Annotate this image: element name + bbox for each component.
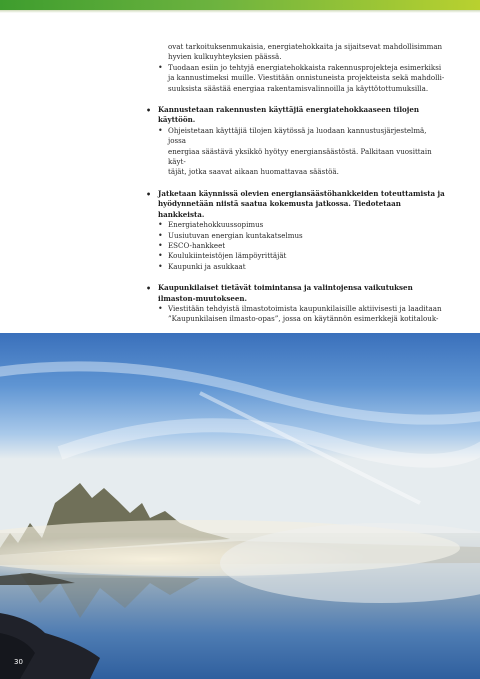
bullet-dot-icon: •: [158, 303, 163, 313]
sub-bullet-item: [146, 262, 446, 272]
bullet-dot-icon: •: [158, 261, 163, 271]
main-bullet-heading: • Kannustetaan rakennusten käyttäjiä energiatehokkaaseen tilojen käyttöön.: [146, 105, 420, 125]
page-number: 30: [14, 658, 23, 666]
document-body: [146, 42, 446, 325]
sub-bullet-item: [146, 220, 446, 230]
body-line: ja kannustimeksi muille. Viestitään onnistuneista projekteista sekä mahdolli-: [168, 73, 445, 83]
body-line: energiaa säästävä yksikkö hyötyy energiansäästöstä. Palkitaan vuosittain käyt-: [168, 146, 432, 167]
top-accent-shadow: [0, 10, 480, 13]
body-line: suuksista säästää energiaa rakentamisvalinnoilla ja käyttötottumuksilla.: [168, 83, 429, 93]
body-line: Tuodaan esiin jo tehtyjä energiatehokkaista rakennusprojekteja esimerkiksi: [168, 62, 442, 72]
sub-bullet-item: [146, 63, 446, 73]
body-line: ovat tarkoituksenmukaisia, energiatehokkaita ja sijaitsevat mahdollisimman: [168, 42, 443, 51]
misty-lake-photo: [0, 333, 480, 679]
sub-bullet-item: [146, 304, 446, 314]
top-accent-bar: [0, 0, 480, 10]
sub-bullet-item: [146, 231, 446, 241]
bullet-dot-icon: •: [146, 283, 152, 294]
body-line: hyvien kulkuyhteyksien päässä.: [168, 52, 282, 62]
body-line: ESCO-hankkeet: [168, 240, 226, 250]
bullet-dot-icon: •: [146, 188, 152, 199]
body-line: Ohjeistetaan käyttäjiä tilojen käytössä ja luodaan kannustusjärjestelmä, jossa: [168, 125, 427, 146]
bullet-dot-icon: •: [158, 251, 163, 261]
body-line: Energiatehokkuussopimus: [168, 220, 264, 230]
bullet-dot-icon: •: [158, 125, 163, 135]
body-line: Uusiutuvan energian kuntakatselmus: [168, 230, 303, 240]
sub-bullet-item: [146, 126, 446, 147]
main-bullet-heading: • Kaupunkilaiset tietävät toimintansa ja valintojensa vaikutuksen ilmaston-muutokseen.: [146, 283, 413, 303]
bullet-dot-icon: •: [158, 240, 163, 250]
sub-bullet-item: [146, 251, 446, 261]
sub-bullet-item: [146, 241, 446, 251]
body-line: ”Kaupunkilaisen ilmasto-opas”, jossa on käytännön esimerkkejä kotitalouk-: [168, 314, 439, 324]
body-line: Viestitään tehdyistä ilmastotoimista kaupunkilaisille aktiivisesti ja laaditaan: [168, 303, 442, 313]
body-line: Kaupunki ja asukkaat: [168, 261, 246, 271]
bullet-dot-icon: •: [158, 62, 163, 72]
bullet-dot-icon: •: [146, 105, 152, 116]
main-bullet-heading: • Jatketaan käynnissä olevien energiansäästöhankkeiden toteuttamista ja hyödynnetään niistä saatua kokemusta jatkossa. Tiedotetaan hankkeista.: [146, 188, 445, 219]
bullet-dot-icon: •: [158, 230, 163, 240]
bullet-dot-icon: •: [158, 220, 163, 230]
misty-lake-illustration: [0, 333, 480, 679]
body-line: Koulukiinteistöjen lämpöyrittäjät: [168, 251, 287, 261]
body-line: täjät, jotka saavat aikaan huomattavaa säästöä.: [168, 167, 339, 177]
